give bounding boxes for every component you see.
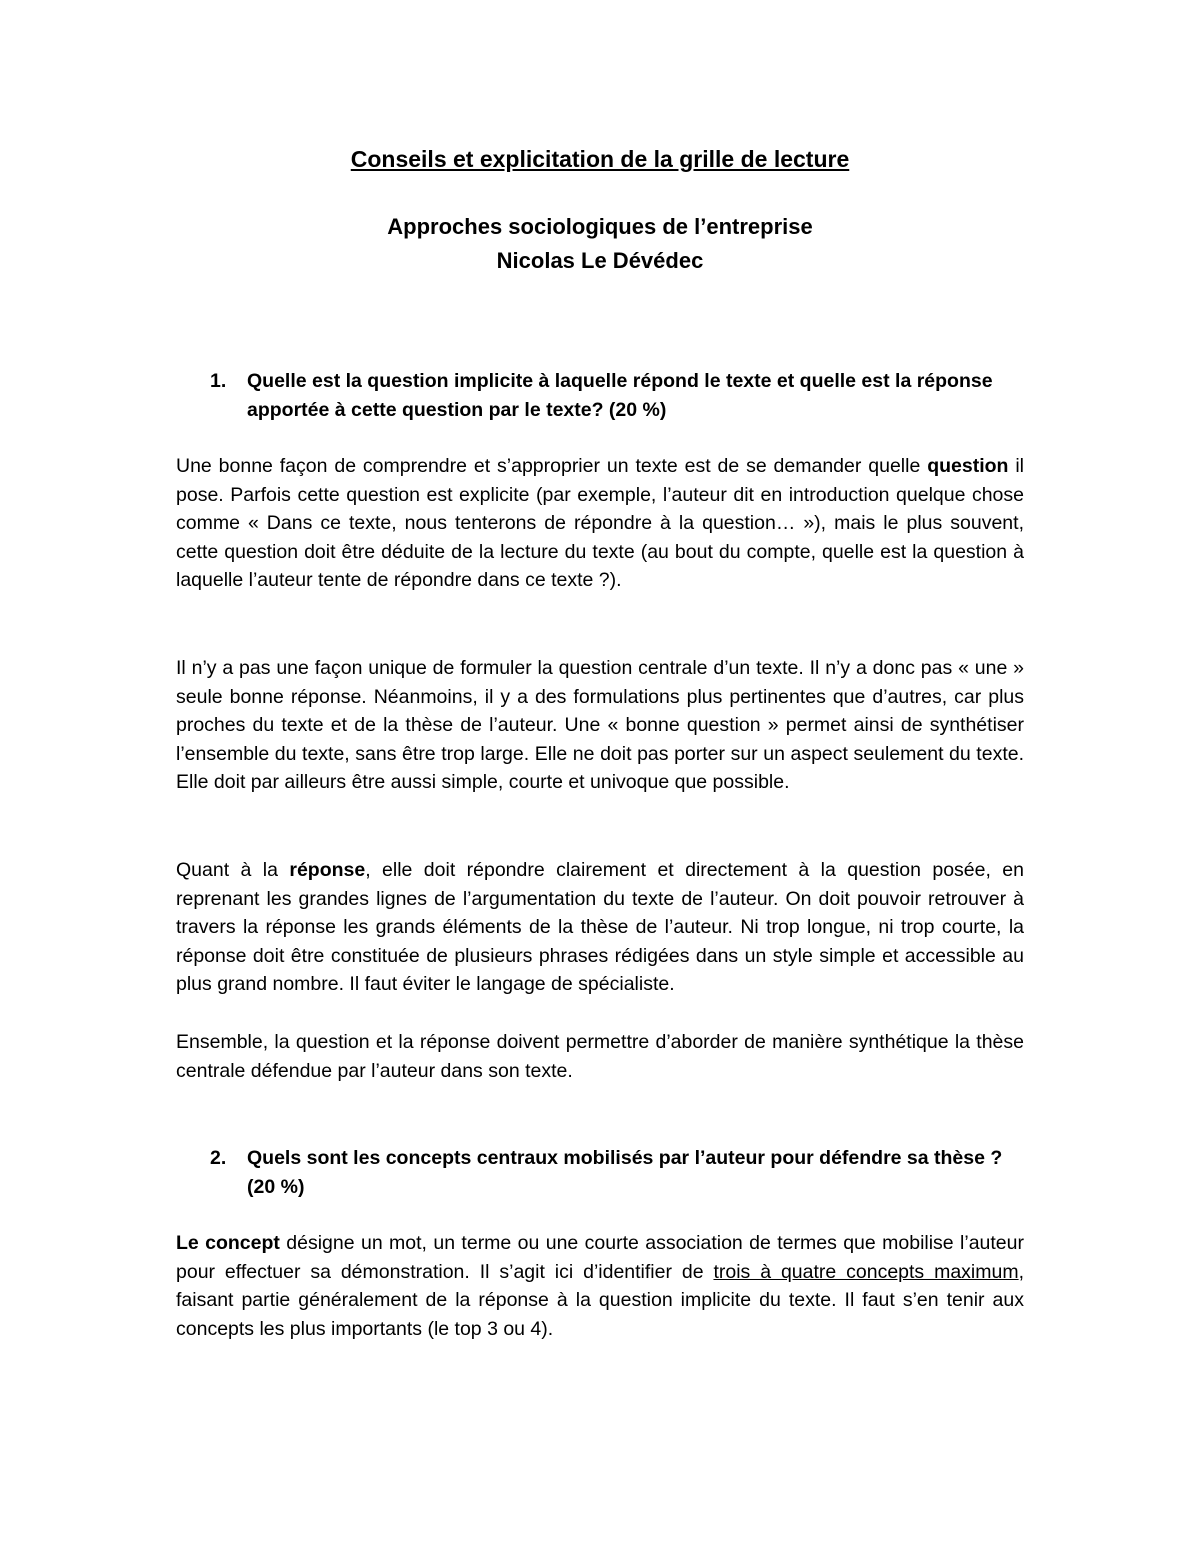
document-title: Conseils et explicitation de la grille de lecture [350,146,850,172]
question-1 [210,367,1030,425]
question-text: Quelle est la question implicite à laquelle répond le texte et quelle est la réponse apportée à cette question par le texte? (20 %) [247,370,993,421]
text-run: , faisant partie généralement de la réponse à la question implicite du texte. Il faut s’en tenir aux concepts les plus importants (le top 3 ou 4). [176,1260,1025,1340]
bold-term: Le concept [176,1232,280,1254]
question-2 [210,1144,1030,1202]
paragraph: Ensemble, la question et la réponse doivent permettre d’aborder de manière synthétique la thèse centrale défendue par l’auteur dans son texte. [176,1031,1024,1082]
text-run: , elle doit répondre clairement et directement à la question posée, en reprenant les grandes lignes de l’argumentation du texte de l’auteur. On doit pouvoir retrouver à travers la réponse les grands éléments de la thèse de l’auteur. Ni trop longue, ni trop courte, la réponse doit être constituée de plusieurs phrases rédigées dans un style simple et accessible au plus grand nombre. Il faut éviter le langage de spécialiste. [176,859,1024,996]
question-text: Quels sont les concepts centraux mobilisés par l’auteur pour défendre sa thèse ? (20 %) [247,1147,1003,1198]
text-run: Quant à la [176,859,290,881]
paragraph [176,1229,1024,1343]
course-title: Approches sociologiques de l’entreprise [387,214,813,239]
bold-term: réponse [289,859,366,881]
paragraph [176,856,1024,999]
paragraph: Il n’y a pas une façon unique de formuler la question centrale d’un texte. Il n’y a donc pas « une » seule bonne réponse. Néanmoins, il y a des formulations plus pertinentes que d’autres, car plus proches du texte et de la thèse de l’auteur. Une « bonne question » permet ainsi de synthétiser l’ensemble du texte, sans être trop large. Elle ne doit pas porter sur un aspect seulement du texte. Elle doit par ailleurs être aussi simple, courte et univoque que possible. [176,657,1024,794]
author-name: Nicolas Le Dévédec [496,248,704,273]
bold-term: question [927,455,1009,477]
question-number: 1. [210,370,227,392]
text-run: désigne un mot, un terme ou une courte association de termes que mobilise l’auteur pour effectuer sa démonstration. Il s’agit ici d’identifier de [176,1232,1024,1283]
text-run: Une bonne façon de comprendre et s’approprier un texte est de se demander quelle [176,455,928,477]
paragraph [176,452,1024,595]
text-run: il pose. Parfois cette question est explicite (par exemple, l’auteur dit en introduction quelque chose comme « Dans ce texte, nous tenterons de répondre à la question… »), mais le plus souvent, cette question doit être déduite de la lecture du texte (au bout du compte, quelle est la question à laquelle l’auteur tente de répondre dans ce texte ?). [176,455,1024,592]
underlined-term: trois à quatre concepts maximum [713,1260,1019,1283]
question-number: 2. [210,1147,227,1169]
